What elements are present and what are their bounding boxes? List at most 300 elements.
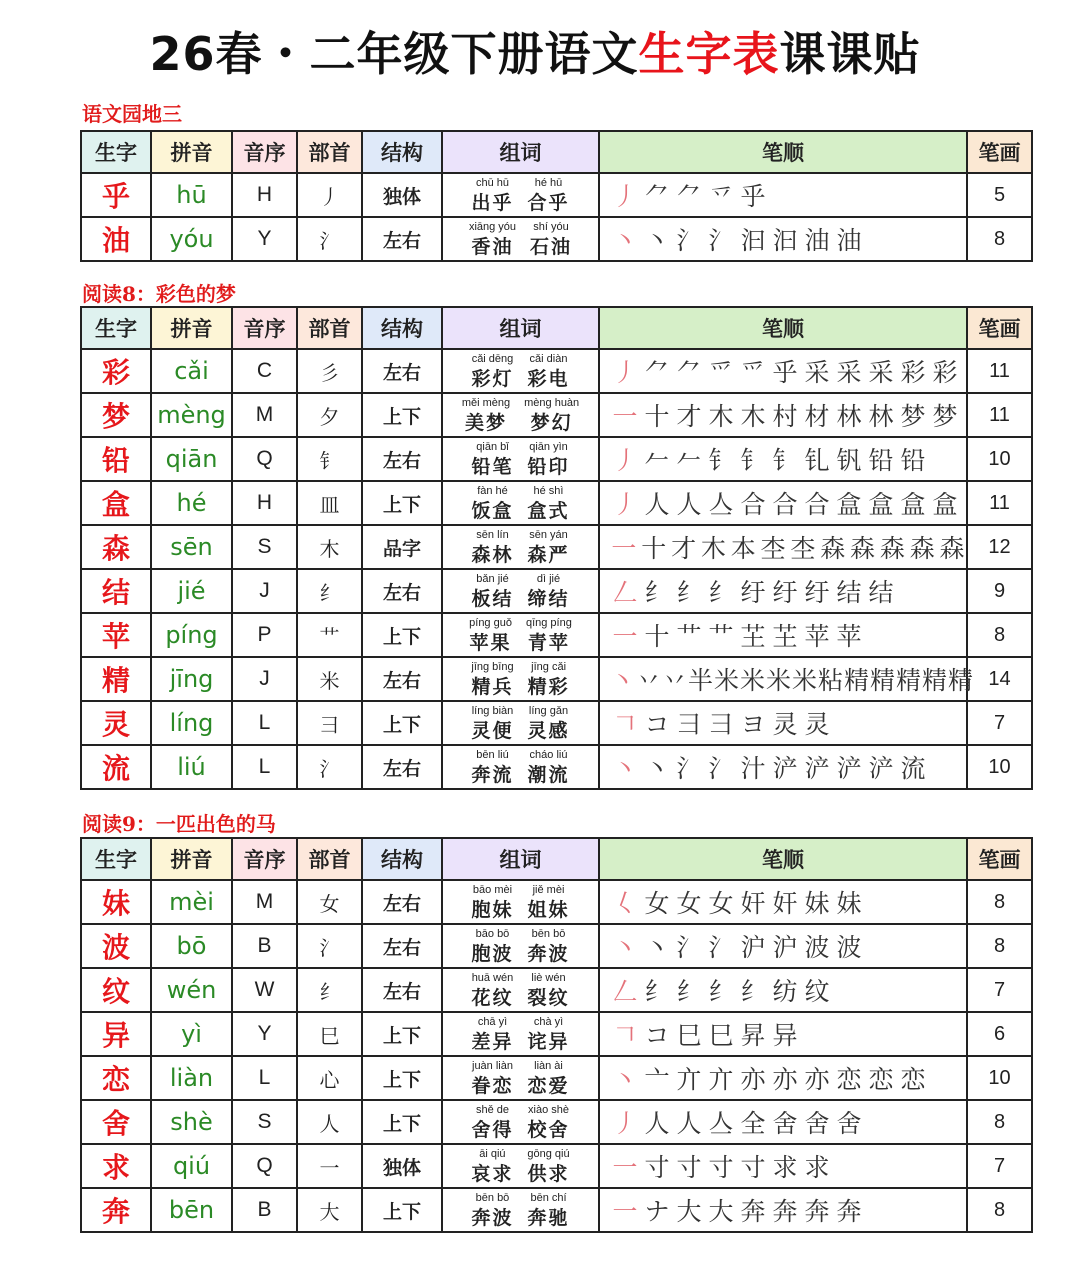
word-pinyin: gōng qiú [527, 1147, 570, 1160]
stroke-step: 盒 [836, 490, 862, 519]
word-group [443, 530, 598, 565]
structure-cell: 左右 [362, 745, 442, 789]
word-pinyin: chā yì [477, 1015, 508, 1028]
sound-order-cell: Q [232, 437, 297, 481]
word-text: 苹果 [469, 631, 512, 654]
stroke-step: 精 [896, 666, 922, 695]
stroke-order-cell [599, 1100, 967, 1144]
word-text: 缔结 [527, 587, 570, 610]
stroke-step: 奸 [740, 889, 766, 918]
stroke-count-cell: 11 [967, 349, 1032, 393]
stroke-step: 钅 [772, 446, 798, 475]
stroke-step: 灵 [804, 710, 830, 739]
stroke-step: 大 [676, 1197, 702, 1226]
word-pinyin: jiě mèi [532, 883, 565, 896]
stroke-step: 妹 [804, 889, 830, 918]
radical-cell: 米 [297, 657, 362, 701]
words-cell [442, 924, 599, 968]
stroke-step: 梦 [900, 402, 926, 431]
header-radical: 部首 [297, 307, 362, 349]
stroke-order-cell [599, 173, 967, 217]
header-structure: 结构 [362, 838, 442, 880]
radical-cell: 彡 [297, 349, 362, 393]
radical-cell: 纟 [297, 569, 362, 613]
stroke-step: 精 [870, 666, 896, 695]
stroke-step: 森 [909, 534, 935, 563]
stroke-step: 异 [772, 1021, 798, 1050]
title-prefix: 26春・二年级下册语文 [149, 27, 639, 81]
stroke-step: 森 [879, 534, 905, 563]
stroke-step: 彩 [932, 358, 958, 387]
table-row [81, 569, 1032, 613]
radical-cell: 女 [297, 880, 362, 924]
stroke-step: 𠃋 [612, 977, 638, 1006]
stroke-step: 森 [820, 534, 846, 563]
stroke-step: 女 [676, 889, 702, 918]
stroke-step: 丶 [644, 226, 670, 255]
word-pinyin: qiān yìn [529, 440, 568, 453]
word-item [528, 662, 570, 697]
sound-order-cell: C [232, 349, 297, 393]
stroke-step: ⺈ [676, 358, 702, 387]
stroke-count-cell: 8 [967, 880, 1032, 924]
pinyin-cell: wén [151, 968, 232, 1012]
radical-cell: 彐 [297, 701, 362, 745]
section-label: 阅读8：彩色的梦 [82, 282, 236, 306]
stroke-step: 丶 [644, 933, 670, 962]
word-text: 彩电 [527, 367, 570, 390]
structure-cell: 上下 [362, 1012, 442, 1056]
stroke-step: 盒 [932, 490, 958, 519]
stroke-step: 苹 [804, 622, 830, 651]
stroke-sequence [600, 1060, 966, 1096]
words-cell [442, 745, 599, 789]
table-row [81, 924, 1032, 968]
table-header-row [81, 307, 1032, 349]
table-row [81, 880, 1032, 924]
stroke-step: 纟 [676, 977, 702, 1006]
stroke-step: 芏 [740, 622, 766, 651]
stroke-count-cell: 8 [967, 924, 1032, 968]
stroke-order-cell [599, 217, 967, 261]
header-char: 生字 [81, 131, 151, 173]
radical-cell: 氵 [297, 745, 362, 789]
word-group [443, 662, 598, 697]
word-text: 恋爱 [527, 1074, 570, 1097]
char-cell: 求 [81, 1144, 151, 1188]
stroke-step: 氵 [676, 933, 702, 962]
stroke-step: 梦 [932, 402, 958, 431]
word-text: 诧异 [527, 1030, 570, 1053]
pinyin-cell: sēn [151, 525, 232, 569]
word-item [524, 398, 579, 433]
char-cell: 盒 [81, 481, 151, 525]
stroke-step: 亼 [708, 1109, 734, 1138]
word-group [443, 398, 598, 433]
word-item [530, 222, 572, 257]
stroke-step: 舍 [836, 1109, 862, 1138]
word-item [471, 178, 513, 213]
stroke-sequence [600, 617, 966, 653]
stroke-step: 材 [804, 402, 830, 431]
header-structure: 结构 [362, 131, 442, 173]
stroke-step: 𠂉 [676, 446, 702, 475]
stroke-step: 村 [772, 402, 798, 431]
char-cell: 铅 [81, 437, 151, 481]
sound-order-cell: L [232, 745, 297, 789]
pinyin-cell: qiú [151, 1144, 232, 1188]
stroke-step: 浐 [836, 754, 862, 783]
pinyin-cell: yóu [151, 217, 232, 261]
stroke-sequence [600, 1192, 966, 1228]
word-text: 美梦 [464, 411, 507, 434]
stroke-order-cell [599, 1188, 967, 1232]
pinyin-cell: hé [151, 481, 232, 525]
stroke-step: 纟 [708, 977, 734, 1006]
word-pinyin: měi mèng [461, 396, 511, 409]
word-text: 哀求 [471, 1162, 514, 1185]
section-label: 阅读9：一匹出色的马 [82, 812, 276, 836]
words-cell [442, 701, 599, 745]
word-item [471, 574, 513, 609]
stroke-step: 丿 [612, 182, 638, 211]
words-cell [442, 880, 599, 924]
stroke-count-cell: 8 [967, 613, 1032, 657]
header-order: 音序 [232, 838, 297, 880]
structure-cell: 上下 [362, 613, 442, 657]
stroke-step: ⺈ [644, 358, 670, 387]
stroke-sequence [600, 177, 966, 213]
radical-cell: 纟 [297, 968, 362, 1012]
word-group [443, 1193, 598, 1228]
stroke-step: 木 [700, 534, 726, 563]
word-pinyin: píng guǒ [469, 616, 512, 629]
word-item [469, 618, 512, 653]
stroke-step: 油 [836, 226, 862, 255]
stroke-count-cell: 10 [967, 1056, 1032, 1100]
stroke-sequence [600, 1104, 966, 1140]
word-pinyin: juàn liàn [472, 1059, 513, 1072]
stroke-step: 奔 [772, 1197, 798, 1226]
word-group [443, 1017, 598, 1052]
stroke-order-cell [599, 968, 967, 1012]
character-table [80, 837, 1033, 1233]
structure-cell: 左右 [362, 924, 442, 968]
word-pinyin: hé shì [533, 484, 564, 497]
stroke-count-cell: 8 [967, 217, 1032, 261]
header-count: 笔画 [967, 131, 1032, 173]
stroke-step: 铅 [900, 446, 926, 475]
stroke-count-cell: 10 [967, 745, 1032, 789]
word-pinyin: āi qiú [479, 1147, 506, 1160]
word-pinyin: líng biàn [471, 704, 514, 717]
stroke-step: 十 [641, 534, 667, 563]
stroke-step: 寸 [740, 1153, 766, 1182]
word-text: 铅印 [527, 455, 570, 478]
stroke-step: 合 [804, 490, 830, 519]
stroke-sequence [600, 397, 966, 433]
stroke-step: 纟 [708, 578, 734, 607]
stroke-step: 氵 [676, 226, 702, 255]
stroke-step: 木 [740, 402, 766, 431]
word-pinyin: xiāng yóu [468, 220, 517, 233]
char-cell: 精 [81, 657, 151, 701]
word-pinyin: huā wén [471, 971, 514, 984]
structure-cell: 上下 [362, 1100, 442, 1144]
char-cell: 乎 [81, 173, 151, 217]
header-count: 笔画 [967, 307, 1032, 349]
header-radical: 部首 [297, 838, 362, 880]
word-item [471, 530, 513, 565]
word-item [528, 885, 570, 920]
table-row [81, 701, 1032, 745]
structure-cell: 上下 [362, 701, 442, 745]
header-order: 音序 [232, 131, 297, 173]
stroke-order-cell [599, 745, 967, 789]
word-item [471, 1017, 513, 1052]
word-text: 石油 [530, 235, 573, 258]
stroke-sequence [600, 221, 966, 257]
table-header-row [81, 838, 1032, 880]
stroke-sequence [600, 485, 966, 521]
stroke-step: 波 [836, 933, 862, 962]
word-text: 彩灯 [471, 367, 514, 390]
stroke-step: 纡 [804, 578, 830, 607]
stroke-step: 林 [868, 402, 894, 431]
stroke-order-cell [599, 924, 967, 968]
table-row [81, 173, 1032, 217]
stroke-step: 纡 [772, 578, 798, 607]
stroke-step: 恋 [900, 1065, 926, 1094]
stroke-step: 𠃋 [612, 578, 638, 607]
stroke-step: 求 [804, 1153, 830, 1182]
words-cell [442, 1188, 599, 1232]
section-label: 语文园地三 [82, 102, 182, 126]
char-cell: 妹 [81, 880, 151, 924]
stroke-count-cell: 14 [967, 657, 1032, 701]
stroke-step: 彩 [900, 358, 926, 387]
stroke-step: 恋 [836, 1065, 862, 1094]
radical-cell: 木 [297, 525, 362, 569]
header-stroke_order: 笔顺 [599, 838, 967, 880]
header-structure: 结构 [362, 307, 442, 349]
words-cell [442, 481, 599, 525]
word-text: 校舍 [527, 1118, 570, 1141]
word-item [528, 574, 570, 609]
stroke-count-cell: 10 [967, 437, 1032, 481]
stroke-step: 丷 [636, 666, 662, 695]
word-item [471, 973, 513, 1008]
word-group [443, 973, 598, 1008]
structure-cell: 左右 [362, 349, 442, 393]
stroke-step: 沪 [740, 933, 766, 962]
stroke-step: 乎 [740, 182, 766, 211]
stroke-count-cell: 12 [967, 525, 1032, 569]
stroke-step: 丷 [662, 666, 688, 695]
word-item [471, 1105, 513, 1140]
header-pinyin: 拼音 [151, 131, 232, 173]
table-row [81, 745, 1032, 789]
stroke-step: 巳 [708, 1021, 734, 1050]
word-pinyin: jīng bīng [471, 660, 514, 673]
word-text: 灵感 [527, 719, 570, 742]
word-item [528, 442, 570, 477]
stroke-step: 汩 [772, 226, 798, 255]
stroke-step: 半 [688, 666, 714, 695]
header-stroke_order: 笔顺 [599, 131, 967, 173]
word-pinyin: fàn hé [477, 484, 508, 497]
stroke-step: 丶 [612, 1065, 638, 1094]
stroke-step: 人 [644, 1109, 670, 1138]
stroke-step: 杢 [790, 534, 816, 563]
stroke-step: 女 [644, 889, 670, 918]
words-cell [442, 349, 599, 393]
word-pinyin: cǎi dēng [471, 352, 514, 365]
stroke-order-cell [599, 1144, 967, 1188]
word-text: 奔驰 [527, 1206, 570, 1229]
word-item [528, 706, 570, 741]
stroke-step: 十 [644, 622, 670, 651]
word-group [443, 929, 598, 964]
word-pinyin: xiào shè [528, 1103, 569, 1116]
stroke-step: 亦 [804, 1065, 830, 1094]
radical-cell: 巳 [297, 1012, 362, 1056]
structure-cell: 上下 [362, 1188, 442, 1232]
sound-order-cell: M [232, 393, 297, 437]
table-row [81, 349, 1032, 393]
word-item [528, 750, 570, 785]
stroke-order-cell [599, 1056, 967, 1100]
word-item [527, 1149, 569, 1184]
stroke-step: 油 [804, 226, 830, 255]
word-item [528, 1193, 570, 1228]
word-group [443, 442, 598, 477]
char-cell: 结 [81, 569, 151, 613]
word-pinyin: cháo liú [529, 748, 568, 761]
stroke-step: 米 [714, 666, 740, 695]
stroke-step: ⺈ [676, 182, 702, 211]
stroke-step: 精 [844, 666, 870, 695]
stroke-order-cell [599, 569, 967, 613]
word-pinyin: hé hū [534, 176, 563, 189]
stroke-step: 人 [676, 490, 702, 519]
words-cell [442, 1144, 599, 1188]
word-group [443, 618, 598, 653]
sound-order-cell: Y [232, 1012, 297, 1056]
stroke-step: 丶 [644, 754, 670, 783]
word-pinyin: bēn liú [476, 748, 509, 761]
stroke-step: 丿 [612, 446, 638, 475]
stroke-step: 乎 [772, 358, 798, 387]
word-item [528, 178, 570, 213]
pinyin-cell: mèi [151, 880, 232, 924]
stroke-step: 芏 [772, 622, 798, 651]
stroke-step: 丿 [612, 1109, 638, 1138]
word-item [471, 1149, 513, 1184]
stroke-sequence [600, 529, 966, 565]
stroke-sequence [600, 928, 966, 964]
sound-order-cell: S [232, 1100, 297, 1144]
stroke-step: 纟 [740, 977, 766, 1006]
sound-order-cell: P [232, 613, 297, 657]
stroke-step: 十 [644, 402, 670, 431]
char-cell: 灵 [81, 701, 151, 745]
radical-cell: 大 [297, 1188, 362, 1232]
stroke-sequence [600, 353, 966, 389]
stroke-step: 亦 [772, 1065, 798, 1094]
word-text: 铅笔 [471, 455, 514, 478]
stroke-step: 亣 [708, 1065, 734, 1094]
stroke-count-cell: 7 [967, 1144, 1032, 1188]
word-pinyin: bǎn jié [476, 572, 509, 585]
stroke-step: 寸 [644, 1153, 670, 1182]
char-cell: 舍 [81, 1100, 151, 1144]
word-pinyin: sēn lín [476, 528, 509, 541]
word-text: 胞妹 [471, 898, 514, 921]
stroke-order-cell [599, 1012, 967, 1056]
stroke-step: 钒 [836, 446, 862, 475]
stroke-step: 森 [939, 534, 965, 563]
radical-cell: 艹 [297, 613, 362, 657]
words-cell [442, 1012, 599, 1056]
stroke-step: 妹 [836, 889, 862, 918]
stroke-order-cell [599, 349, 967, 393]
stroke-step: 才 [676, 402, 702, 431]
pinyin-cell: qiān [151, 437, 232, 481]
word-text: 眷恋 [471, 1074, 514, 1097]
stroke-step: 杢 [760, 534, 786, 563]
pinyin-cell: liú [151, 745, 232, 789]
word-group [443, 885, 598, 920]
word-pinyin: shí yóu [533, 220, 569, 233]
stroke-step: 亦 [740, 1065, 766, 1094]
stroke-step: 林 [836, 402, 862, 431]
table-row [81, 437, 1032, 481]
stroke-step: 钅 [708, 446, 734, 475]
char-cell: 流 [81, 745, 151, 789]
word-group [443, 706, 598, 741]
words-cell [442, 569, 599, 613]
char-cell: 异 [81, 1012, 151, 1056]
word-item [471, 442, 513, 477]
header-pinyin: 拼音 [151, 838, 232, 880]
word-item [528, 1061, 570, 1096]
stroke-step: 合 [740, 490, 766, 519]
stroke-step: ナ [644, 1197, 670, 1226]
word-group [443, 1149, 598, 1184]
sound-order-cell: M [232, 880, 297, 924]
stroke-order-cell [599, 525, 967, 569]
stroke-sequence [600, 661, 974, 697]
stroke-step: 采 [804, 358, 830, 387]
stroke-count-cell: 9 [967, 569, 1032, 613]
stroke-step: 亣 [676, 1065, 702, 1094]
word-pinyin: líng gǎn [528, 704, 569, 717]
stroke-step: 人 [644, 490, 670, 519]
pinyin-cell: jīng [151, 657, 232, 701]
stroke-step: コ [644, 1021, 670, 1050]
table-row [81, 525, 1032, 569]
stroke-step: 一 [612, 622, 638, 651]
words-cell [442, 393, 599, 437]
pinyin-cell: liàn [151, 1056, 232, 1100]
table-row [81, 1144, 1032, 1188]
word-item [528, 1105, 570, 1140]
structure-cell: 品字 [362, 525, 442, 569]
word-pinyin: sēn yán [529, 528, 568, 541]
stroke-step: 米 [766, 666, 792, 695]
stroke-step: 木 [708, 402, 734, 431]
